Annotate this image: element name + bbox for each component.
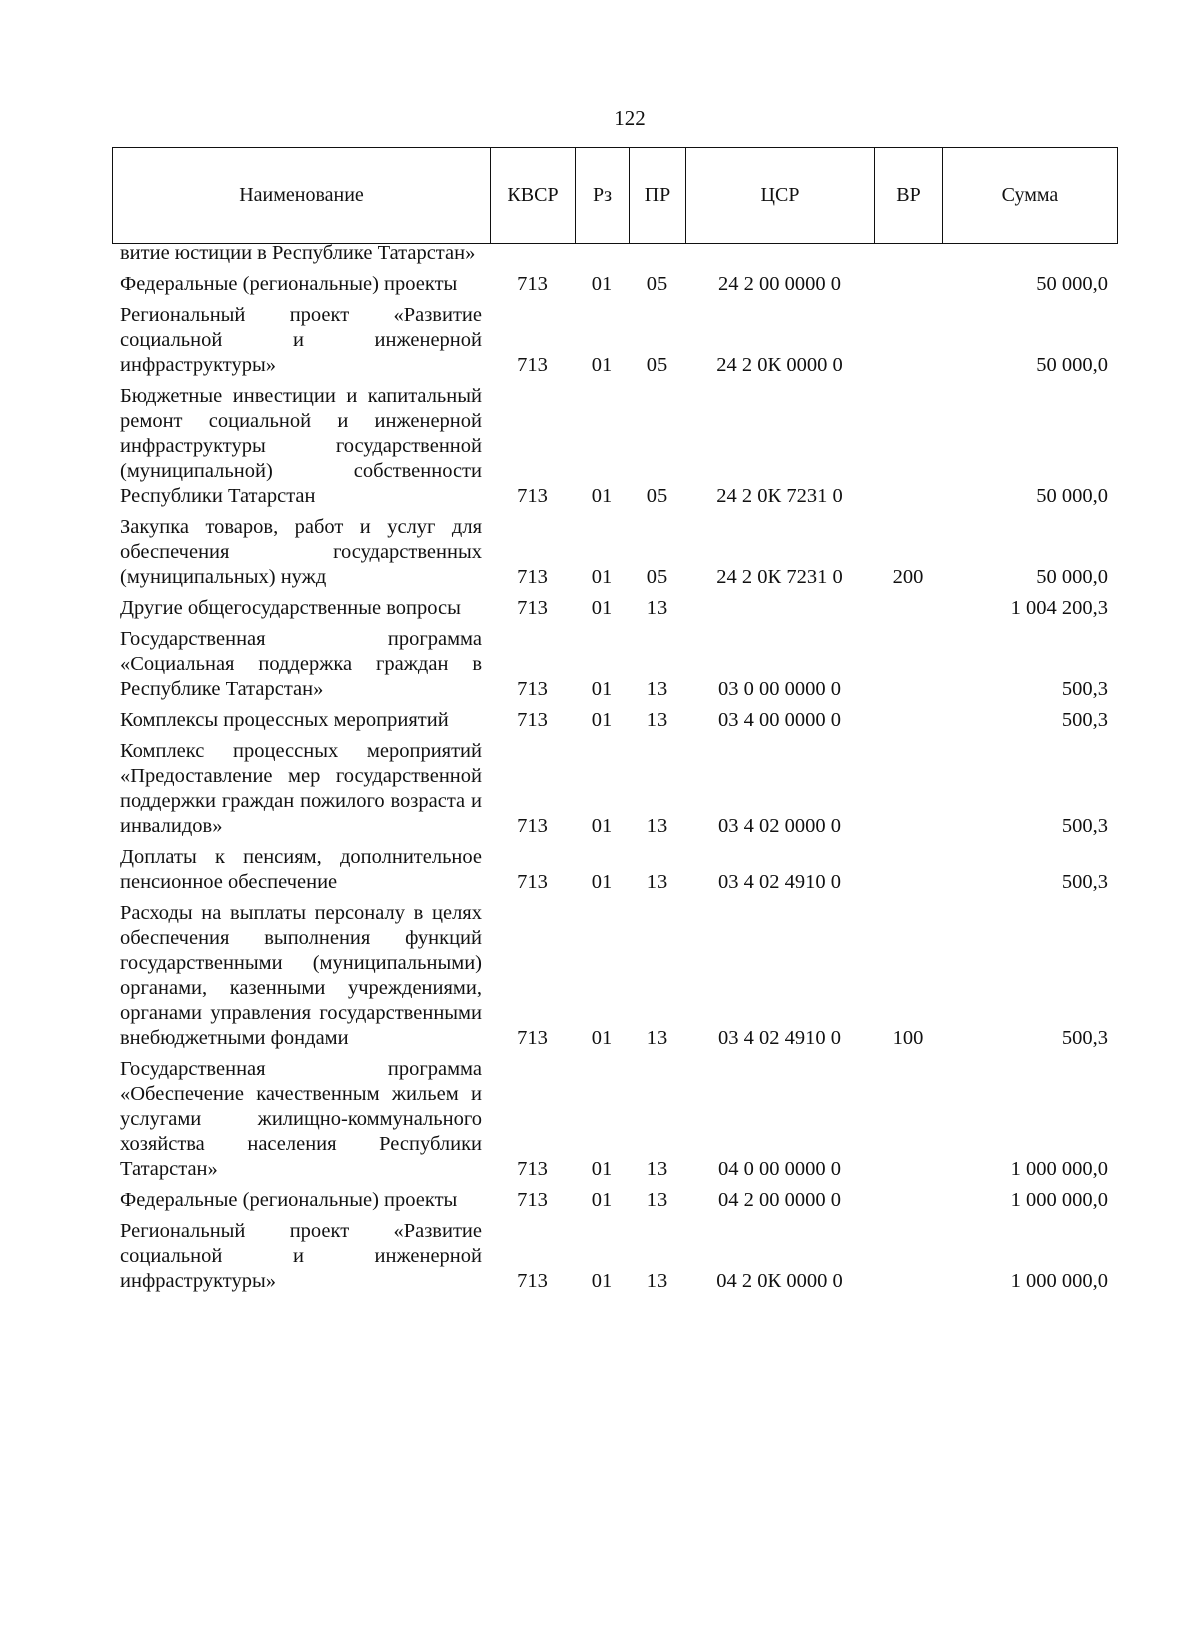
table-row — [112, 901, 1118, 1051]
table-header — [112, 147, 1118, 244]
cell-rz: 01 — [591, 485, 613, 507]
cell-csr: 03 0 00 0000 0 — [718, 678, 841, 700]
cell-sum: 50 000,0 — [1036, 485, 1108, 507]
cell-sum: 1 000 000,0 — [1010, 1189, 1108, 1211]
cell-name: Государственная программа «Социальная поддержка граждан в Республике Татарстан» — [120, 628, 482, 700]
header-rz: Рз — [576, 148, 630, 243]
cell-kvsr: 713 — [517, 1027, 548, 1049]
cell-kvsr: 713 — [517, 485, 548, 507]
cell-pr: 13 — [646, 1270, 668, 1292]
cell-rz: 01 — [591, 1158, 613, 1180]
header-kvsr: КВСР — [491, 148, 576, 243]
cell-kvsr: 713 — [517, 709, 548, 731]
cell-name: Другие общегосударственные вопросы — [120, 597, 461, 619]
cell-pr: 13 — [646, 597, 668, 619]
cell-pr: 05 — [646, 485, 668, 507]
cell-vr: 100 — [892, 1027, 924, 1049]
cell-rz: 01 — [591, 354, 613, 376]
cell-pr: 13 — [646, 1189, 668, 1211]
cell-pr: 05 — [646, 273, 668, 295]
cell-name: Расходы на выплаты персоналу в целях обеспечения выполнения функций государственными (муниципальными) органами, казенными учреждениями, органами управления государственными внебюджетными фондами — [120, 902, 482, 1049]
cell-name: витие юстиции в Республике Татарстан» — [120, 242, 476, 264]
cell-csr: 24 2 00 0000 0 — [718, 273, 841, 295]
cell-kvsr: 713 — [517, 1270, 548, 1292]
cell-rz: 01 — [591, 871, 613, 893]
table-row — [112, 303, 1118, 378]
cell-sum: 50 000,0 — [1036, 354, 1108, 376]
cell-sum: 1 000 000,0 — [1010, 1158, 1108, 1180]
cell-pr: 13 — [646, 709, 668, 731]
table-row — [112, 241, 1118, 266]
cell-pr: 13 — [646, 1158, 668, 1180]
cell-csr: 03 4 02 4910 0 — [718, 871, 841, 893]
cell-name: Бюджетные инвестиции и капитальный ремонт социальной и инженерной инфраструктуры государственной (муниципальной) собственности Республики Татарстан — [120, 385, 482, 507]
cell-csr: 24 2 0К 0000 0 — [716, 354, 843, 376]
cell-sum: 1 004 200,3 — [1010, 597, 1108, 619]
cell-name: Доплаты к пенсиям, дополнительное пенсионное обеспечение — [120, 846, 482, 893]
table-row — [112, 627, 1118, 702]
cell-pr: 05 — [646, 354, 668, 376]
cell-name: Закупка товаров, работ и услуг для обеспечения государственных (муниципальных) нужд — [120, 516, 482, 588]
cell-name: Комплекс процессных мероприятий «Предоставление мер государственной поддержки граждан пожилого возраста и инвалидов» — [120, 740, 482, 837]
header-vr: ВР — [875, 148, 943, 243]
cell-rz: 01 — [591, 815, 613, 837]
cell-sum: 500,3 — [1061, 815, 1108, 837]
cell-pr: 13 — [646, 1027, 668, 1049]
cell-sum: 1 000 000,0 — [1010, 1270, 1108, 1292]
cell-name: Государственная программа «Обеспечение качественным жильем и услугами жилищно-коммунального хозяйства населения Республики Татарстан» — [120, 1058, 482, 1180]
cell-rz: 01 — [591, 1027, 613, 1049]
cell-pr: 05 — [646, 566, 668, 588]
cell-sum: 50 000,0 — [1036, 566, 1108, 588]
table-row — [112, 596, 1118, 621]
cell-sum: 500,3 — [1061, 871, 1108, 893]
cell-kvsr: 713 — [517, 871, 548, 893]
header-sum: Сумма — [1001, 184, 1059, 206]
cell-csr: 03 4 02 0000 0 — [718, 815, 841, 837]
table-row — [112, 515, 1118, 590]
header-csr: ЦСР — [686, 148, 875, 243]
cell-rz: 01 — [591, 566, 613, 588]
table-row — [112, 1188, 1118, 1213]
cell-kvsr: 713 — [517, 354, 548, 376]
cell-sum: 500,3 — [1061, 1027, 1108, 1049]
cell-pr: 13 — [646, 815, 668, 837]
cell-kvsr: 713 — [517, 1158, 548, 1180]
cell-kvsr: 713 — [517, 678, 548, 700]
cell-kvsr: 713 — [517, 273, 548, 295]
cell-rz: 01 — [591, 597, 613, 619]
cell-name: Федеральные (региональные) проекты — [120, 1189, 458, 1211]
table-row — [112, 1219, 1118, 1294]
table-row — [112, 739, 1118, 839]
table-row — [112, 1057, 1118, 1182]
cell-csr: 03 4 00 0000 0 — [718, 709, 841, 731]
cell-sum: 500,3 — [1061, 709, 1108, 731]
table-row — [112, 272, 1118, 297]
cell-csr: 04 2 00 0000 0 — [718, 1189, 841, 1211]
table-row — [112, 845, 1118, 895]
cell-rz: 01 — [591, 1189, 613, 1211]
cell-vr: 200 — [892, 566, 924, 588]
cell-name: Федеральные (региональные) проекты — [120, 273, 458, 295]
cell-name: Комплексы процессных мероприятий — [120, 709, 449, 731]
cell-name: Региональный проект «Развитие социальной и инженерной инфраструктуры» — [120, 1220, 482, 1292]
header-name: Наименование — [113, 148, 491, 243]
cell-pr: 13 — [646, 871, 668, 893]
page-number: 122 — [614, 106, 646, 130]
cell-rz: 01 — [591, 678, 613, 700]
cell-csr: 03 4 02 4910 0 — [718, 1027, 841, 1049]
cell-csr: 04 2 0К 0000 0 — [716, 1270, 843, 1292]
table-body — [112, 243, 1118, 1300]
cell-sum: 50 000,0 — [1036, 273, 1108, 295]
cell-rz: 01 — [591, 273, 613, 295]
table-row — [112, 708, 1118, 733]
cell-csr: 24 2 0К 7231 0 — [716, 566, 843, 588]
cell-pr: 13 — [646, 678, 668, 700]
cell-csr: 04 0 00 0000 0 — [718, 1158, 841, 1180]
header-pr: ПР — [630, 148, 686, 243]
cell-csr: 24 2 0К 7231 0 — [716, 485, 843, 507]
table-row — [112, 384, 1118, 509]
cell-kvsr: 713 — [517, 597, 548, 619]
cell-name: Региональный проект «Развитие социальной и инженерной инфраструктуры» — [120, 304, 482, 376]
cell-kvsr: 713 — [517, 1189, 548, 1211]
cell-kvsr: 713 — [517, 566, 548, 588]
cell-sum: 500,3 — [1061, 678, 1108, 700]
cell-kvsr: 713 — [517, 815, 548, 837]
cell-rz: 01 — [591, 1270, 613, 1292]
cell-rz: 01 — [591, 709, 613, 731]
